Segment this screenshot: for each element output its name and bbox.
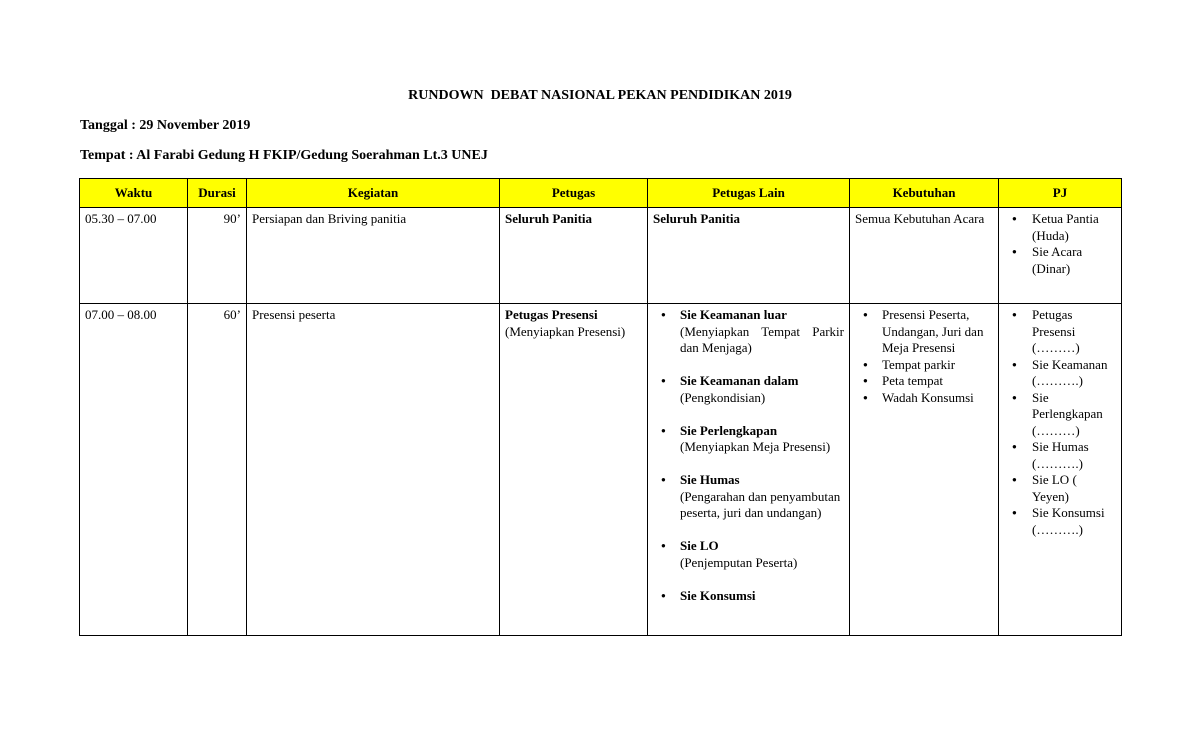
pj-list [1004,307,1116,538]
petugas-name: Petugas Presensi [505,307,598,322]
sie-name: ● Sie Konsumsi [680,587,756,603]
list-item [653,307,844,357]
cell-pj [999,304,1122,636]
list-item: ● Wadah Konsumsi [855,390,993,407]
list-item: ● Sie Humas (……….) [1004,439,1116,472]
table-row [80,208,1122,304]
cell-kegiatan: Presensi peserta [247,304,500,636]
cell-petugas [500,304,648,636]
header-petugas-lain: Petugas Lain [648,179,850,208]
sie-description: (Menyiapkan Meja Presensi) [680,439,831,454]
sie-name: ● Sie Keamanan luar [680,307,787,322]
petugas-lain-text: Seluruh Panitia [653,211,741,226]
cell-waktu: 07.00 – 08.00 [80,304,188,636]
pj-list [1004,211,1116,277]
cell-durasi: 90’ [188,208,247,304]
date-line: Tanggal : 29 November 2019 [80,118,251,133]
cell-durasi: 60’ [188,304,247,636]
header-petugas: Petugas [500,179,648,208]
kebutuhan-list [855,307,993,406]
list-item [653,538,844,571]
petugas-description: (Menyiapkan Presensi) [505,323,626,339]
cell-kebutuhan: Semua Kebutuhan Acara [850,208,999,304]
list-item: ● Sie Perlengkapan (………) [1004,390,1116,440]
sie-name: ● Sie Perlengkapan [680,422,778,438]
list-item: ● Petugas Presensi (………) [1004,307,1116,357]
sie-name: ● Sie Humas [680,472,740,487]
petugas-name: Seluruh Panitia [505,211,593,226]
list-item [653,373,844,406]
document-title: RUNDOWN DEBAT NASIONAL PEKAN PENDIDIKAN 2019 [408,88,792,103]
cell-kebutuhan [850,304,999,636]
sie-description: (Menyiapkan Tempat Parkir dan Menjaga) [680,323,844,355]
list-item [653,472,844,522]
cell-petugas [500,208,648,304]
petugas-lain-list [653,307,844,604]
cell-petugas-lain [648,304,850,636]
list-item: ● Peta tempat [855,373,993,390]
cell-pj [999,208,1122,304]
rundown-table [79,178,1122,636]
sie-description: (Penjemputan Peserta) [680,554,798,570]
list-item: ● Sie LO ( Yeyen) [1004,472,1116,505]
header-waktu: Waktu [80,179,188,208]
list-item: ● Sie Konsumsi (……….) [1004,505,1116,538]
list-item [653,588,844,605]
cell-kegiatan: Persiapan dan Briving panitia [247,208,500,304]
table-row [80,304,1122,636]
cell-petugas-lain [648,208,850,304]
list-item: ● Presensi Peserta, Undangan, Juri dan Meja Presensi [855,307,993,357]
list-item: ● Tempat parkir [855,357,993,374]
header-kebutuhan: Kebutuhan [850,179,999,208]
header-durasi: Durasi [188,179,247,208]
list-item: ● Sie Acara (Dinar) [1004,244,1116,277]
list-item: ● Ketua Pantia (Huda) [1004,211,1116,244]
header-pj: PJ [999,179,1122,208]
list-item: ● Sie Keamanan (……….) [1004,357,1116,390]
cell-waktu: 05.30 – 07.00 [80,208,188,304]
sie-description: (Pengarahan dan penyambutan peserta, juri dan undangan) [680,488,841,520]
list-item [653,423,844,456]
sie-name: ● Sie LO [680,538,719,553]
sie-description: (Pengkondisian) [680,389,766,405]
table-header-row [80,179,1122,208]
header-kegiatan: Kegiatan [247,179,500,208]
venue-line: Tempat : Al Farabi Gedung H FKIP/Gedung Soerahman Lt.3 UNEJ [80,148,488,163]
sie-name: ● Sie Keamanan dalam [680,373,799,388]
